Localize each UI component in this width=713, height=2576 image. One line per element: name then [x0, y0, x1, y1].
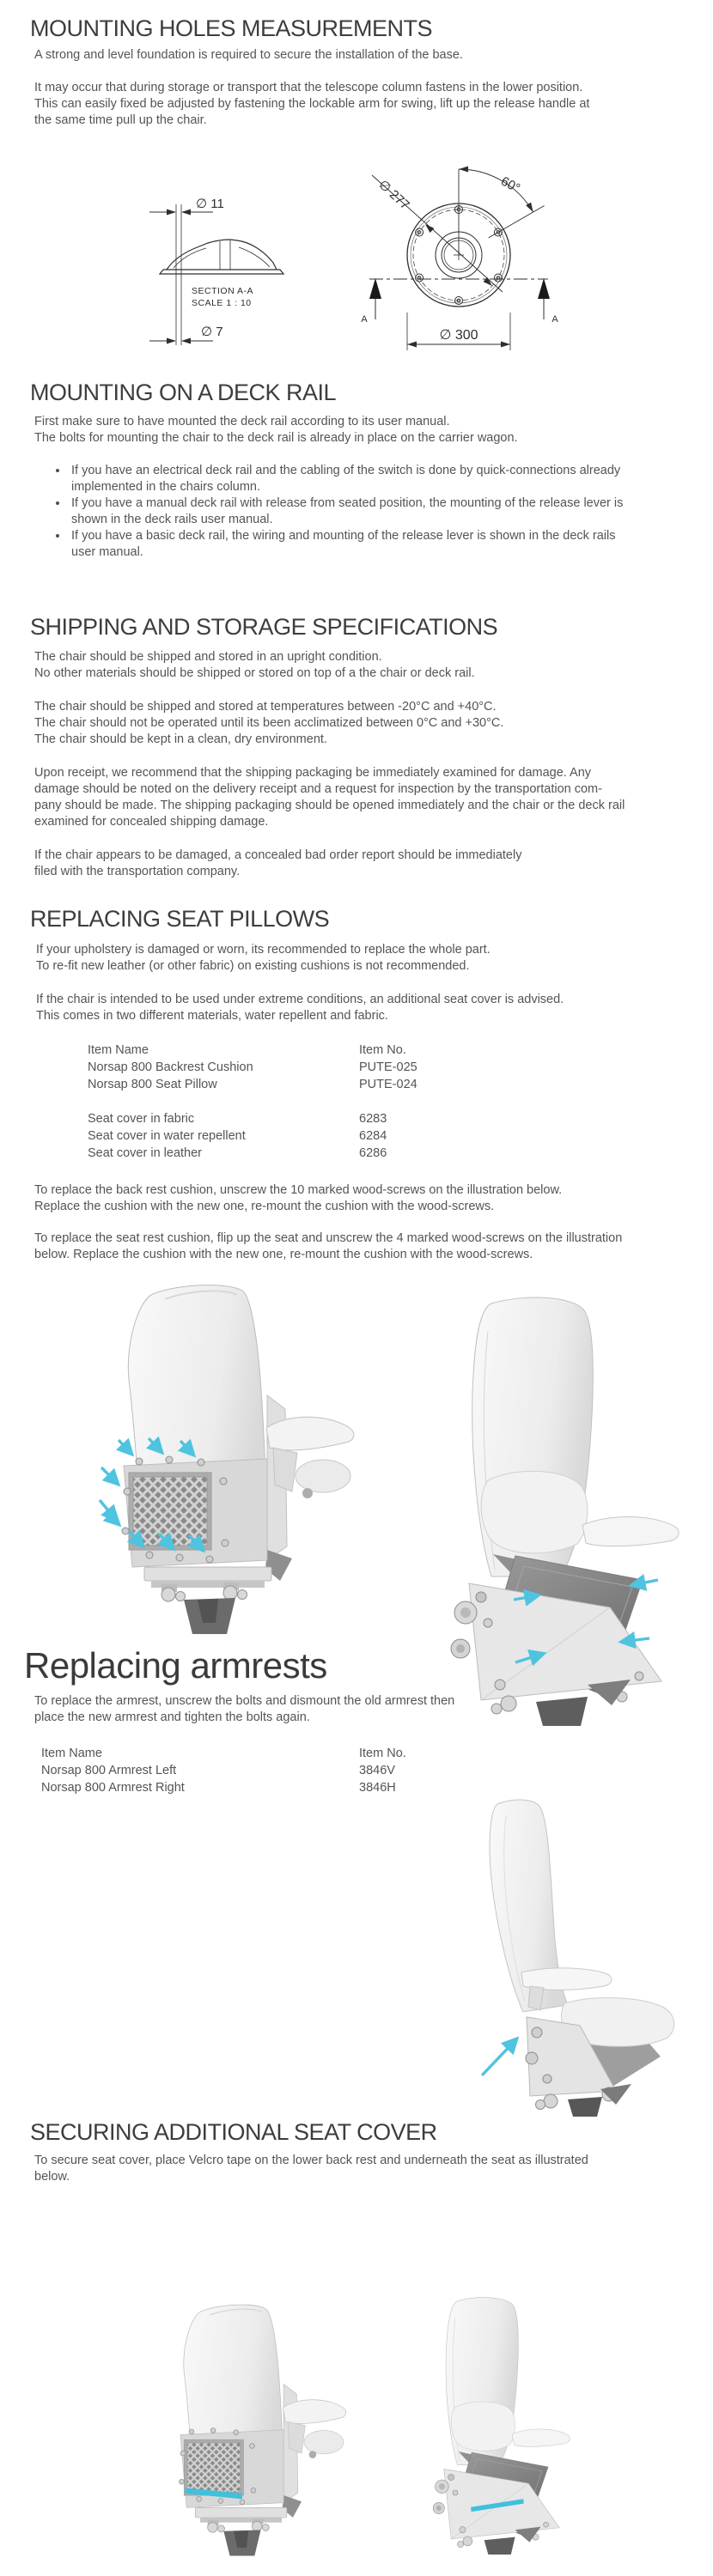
heading-armrests: Replacing armrests	[24, 1645, 327, 1686]
bullet-icon	[56, 501, 59, 505]
armrest-bolt-illustration	[468, 1799, 696, 2117]
mounting-holes-paragraph-1: A strong and level foundation is required to secure the installation of the base.	[34, 48, 463, 62]
pillows-paragraph-3: To replace the back rest cushion, unscrew the 10 marked wood-screws on the illustration below. Replace the cushion with the new one, re-mount the cushion with the wood-screws.	[34, 1183, 563, 1213]
shipping-paragraph-2: The chair should be shipped and stored at temperatures between -20°C and +40°C. The chair should not be operated until its been acclimatized between 0°C and +30°C. The chair should be kept in a clean, dry environment.	[34, 700, 504, 746]
dim-dia-11-label: ∅ 11	[196, 197, 224, 211]
item-name-cell: Seat cover in water repellent	[88, 1129, 246, 1143]
heading-deck-rail: MOUNTING ON A DECK RAIL	[30, 380, 337, 405]
seat-underside-screws-illustration	[385, 1297, 681, 1726]
heading-mounting-holes: MOUNTING HOLES MEASUREMENTS	[30, 15, 433, 41]
scale-label: SCALE 1 : 10	[192, 298, 252, 308]
velcro-seat-underside-illustration	[393, 2297, 571, 2555]
shipping-paragraph-3: Upon receipt, we recommend that the shipping packaging be immediately examined for damage. Any damage should be noted on the delivery receipt and a request for inspection by the transportation com- pany should be made. The shipping packaging should be opened immediately and the chair or the deck rail examined for concealed shipping damage.	[34, 766, 625, 829]
pillows-paragraph-4: To replace the seat rest cushion, flip up the seat and unscrew the 4 marked wood-screws on the illustration below. Replace the cushion with the new one, re-mount the cushion with the wood-screws.	[34, 1231, 623, 1261]
section-a-a-label: SECTION A-A	[192, 286, 254, 296]
item-name-cell: Norsap 800 Backrest Cushion	[88, 1060, 253, 1074]
item-name-cell: Norsap 800 Seat Pillow	[88, 1078, 217, 1091]
bullet-icon	[56, 534, 59, 538]
item-name-cell: Seat cover in fabric	[88, 1112, 195, 1126]
item-name-header: Item Name	[41, 1747, 102, 1760]
backrest-screws-illustration	[96, 1284, 363, 1636]
deck-rail-paragraph: First make sure to have mounted the deck rail according to its user manual. The bolts for mounting the chair to the deck rail is already in place on the carrier wagon.	[34, 415, 518, 445]
pillows-paragraph-2: If the chair is intended to be used under extreme conditions, an additional seat cover is advised. This comes in two different materials, water repellent and fabric.	[36, 993, 564, 1023]
deck-rail-bullet-2: If you have a manual deck rail with release from seated position, the mounting of the release lever is shown in the deck rails user manual.	[71, 496, 624, 526]
mounting-holes-technical-drawing	[112, 148, 593, 388]
heading-seat-cover: SECURING ADDITIONAL SEAT COVER	[30, 2119, 437, 2145]
item-no-cell: PUTE-025	[359, 1060, 417, 1074]
armrests-paragraph: To replace the armrest, unscrew the bolts and dismount the old armrest then place the new armrest and tighten the bolts again.	[34, 1694, 455, 1724]
item-no-cell: 6284	[359, 1129, 387, 1143]
item-no-header: Item No.	[359, 1747, 406, 1760]
seat-cover-paragraph: To secure seat cover, place Velcro tape on the lower back rest and underneath the seat as illustrated below.	[34, 2154, 588, 2184]
dim-dia-7-label: ∅ 7	[201, 325, 223, 339]
item-name-cell: Norsap 800 Armrest Left	[41, 1764, 177, 1777]
item-no-cell: 6286	[359, 1146, 387, 1160]
item-no-cell: 6283	[359, 1112, 387, 1126]
heading-seat-pillows: REPLACING SEAT PILLOWS	[30, 906, 330, 932]
deck-rail-bullet-1: If you have an electrical deck rail and the cabling of the switch is done by quick-connections already implemented in the chairs column.	[71, 464, 621, 494]
item-no-header: Item No.	[359, 1043, 406, 1057]
velcro-backrest-illustration	[161, 2304, 352, 2557]
armrest-bolt-arrow-icon	[482, 2039, 516, 2075]
item-no-cell: PUTE-024	[359, 1078, 417, 1091]
pillows-paragraph-1: If your upholstery is damaged or worn, its recommended to replace the whole part. To re-fit new leather (or other fabric) on existing cushions is not recommended.	[36, 943, 491, 973]
mounting-holes-paragraph-2: It may occur that during storage or transport that the telescope column fastens in the lower position. This can easily fixed be adjusted by fastening the lockable arm for swing, lift up the release handle at the same time pull up the chair.	[34, 81, 590, 127]
section-arrow-a-left-label: A	[361, 314, 368, 325]
item-no-cell: 3846H	[359, 1781, 396, 1795]
shipping-paragraph-1: The chair should be shipped and stored in an upright condition. No other materials should be shipped or stored on top of a the chair or deck rail.	[34, 650, 475, 680]
item-name-header: Item Name	[88, 1043, 149, 1057]
dim-dia-300-label: ∅ 300	[439, 328, 478, 343]
item-no-cell: 3846V	[359, 1764, 395, 1777]
item-name-cell: Seat cover in leather	[88, 1146, 202, 1160]
dim-60-degree-label: 60°	[498, 173, 523, 197]
deck-rail-bullet-3: If you have a basic deck rail, the wiring and mounting of the release lever is shown in the deck rails user manual.	[71, 529, 616, 559]
heading-shipping: SHIPPING AND STORAGE SPECIFICATIONS	[30, 614, 498, 640]
bullet-icon	[56, 469, 59, 472]
item-name-cell: Norsap 800 Armrest Right	[41, 1781, 185, 1795]
shipping-paragraph-4: If the chair appears to be damaged, a concealed bad order report should be immediately filed with the transportation company.	[34, 848, 522, 878]
dim-dia-277-label: ∅ 277	[375, 177, 412, 213]
section-arrow-a-right-label: A	[552, 314, 558, 325]
